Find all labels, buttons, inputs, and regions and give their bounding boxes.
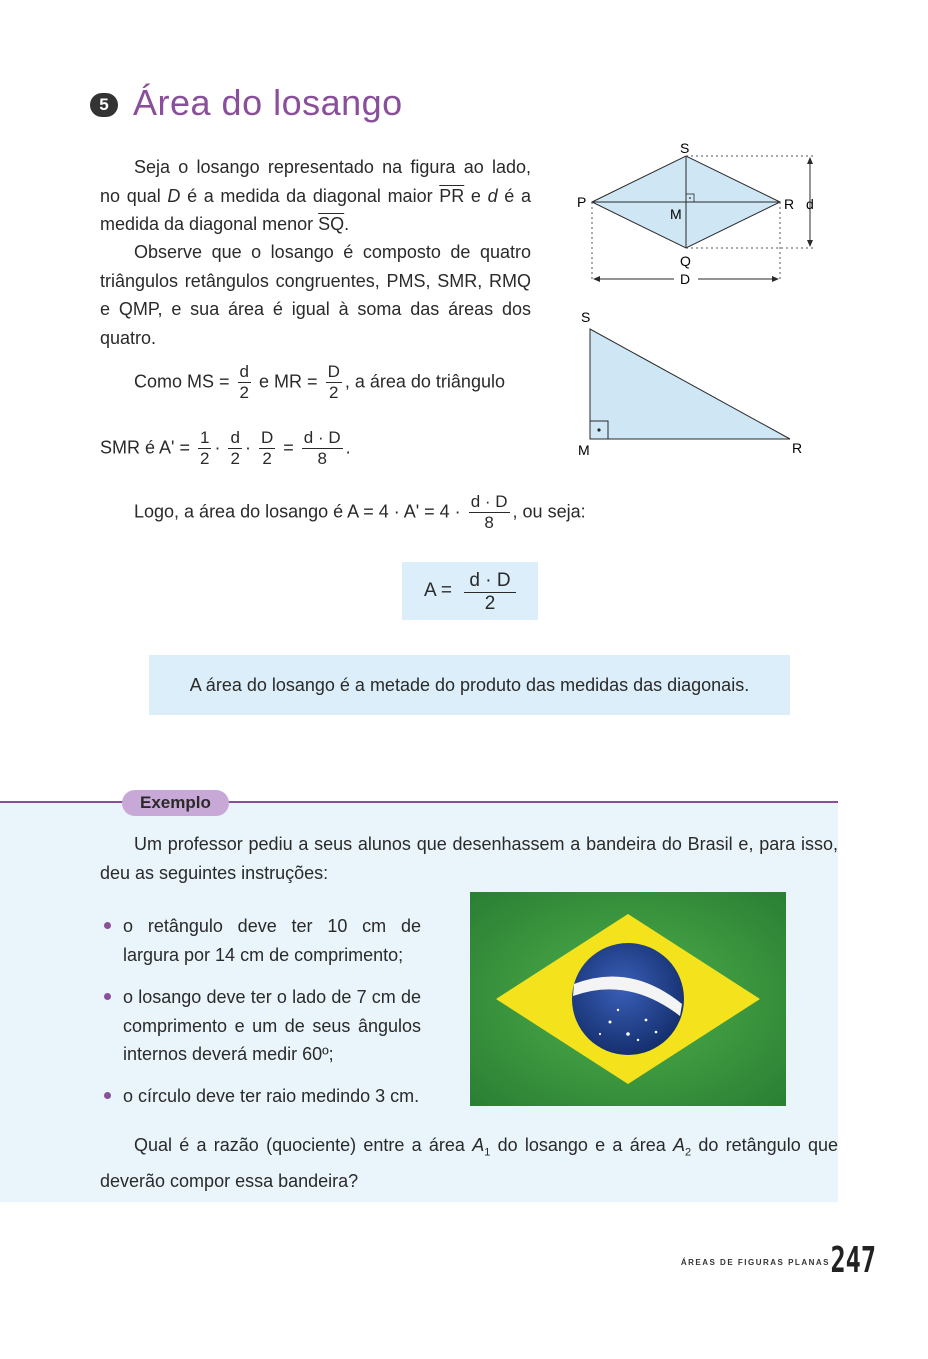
rule-statement: A área do losango é a metade do produto das medidas das diagonais. [149,655,790,715]
label-M: M [670,206,682,222]
label-d: d [806,196,814,212]
intro-paragraph-2: Observe que o losango é composto de quatro triângulos retângulos congruentes, PMS, SMR, RMQ e QMP, e sua área é igual à soma das áreas dos quatro. [100,242,531,348]
label-D: D [680,271,691,287]
label-R: R [792,440,803,456]
area-formula-box [402,562,538,620]
example-intro: Um professor pediu a seus alunos que desenhassem a bandeira do Brasil e, para isso, deu as seguintes instruções: [100,834,838,883]
como-line: Como MS = $\frac{d}{2}$ e MR = $\frac{D}{2}$ , a área do triângulo [134,362,505,402]
smr-line: SMR é A' = $\frac{1}{2}$ · $\frac{d}{2}$ · $\frac{D}{2}$ = $\frac{d \cdot D}{8}$ . [100,428,351,468]
logo-line: Logo, a área do losango é A = 4 · A' = 4 · $\frac{d \cdot D}{8}$ , ou seja: [134,492,586,532]
label-M: M [578,442,590,458]
example-question: Qual é a razão (quociente) entre a área $A_1$ do losango e a área $A_2$ do retângulo que deverão compor essa bandeira? [100,1135,838,1192]
page-number: 247 [830,1240,876,1281]
triangle-figure [572,305,812,465]
example-label: Exemplo [122,790,229,816]
bullet-item-2: o losango deve ter o lado de 7 cm de comprimento e um de seus ângulos internos deverá medir 60º; [123,987,421,1064]
section-title: Área do losango [133,82,403,123]
bullet-item-3: o círculo deve ter raio medindo 3 cm. [123,1086,420,1106]
brazil-flag-image [470,892,786,1106]
label-R: R [784,196,795,212]
label-P: P [577,194,587,210]
label-S: S [581,309,591,325]
footer-chapter-label: ÁREAS DE FIGURAS PLANAS [680,1258,830,1267]
bullet-item-1: o retângulo deve ter 10 cm de largura por 14 cm de comprimento; [123,916,421,965]
bullet-dot [104,1092,111,1099]
intro-paragraph-1: Seja o losango representado na figura ao lado, no qual D é a medida da diagonal maior $\overline{PR}$ e d é a medida da diagonal menor $\overline{SQ}$. [100,157,532,234]
formula-fraction: d · D 2 [464,570,516,615]
rhombus-figure [570,138,830,290]
section-number-badge: 5 [90,93,118,117]
bullet-dot [104,922,111,929]
bullet-dot [104,993,111,1000]
label-S: S [680,140,690,156]
formula-lhs: A = [424,580,452,601]
label-Q: Q [680,253,691,269]
